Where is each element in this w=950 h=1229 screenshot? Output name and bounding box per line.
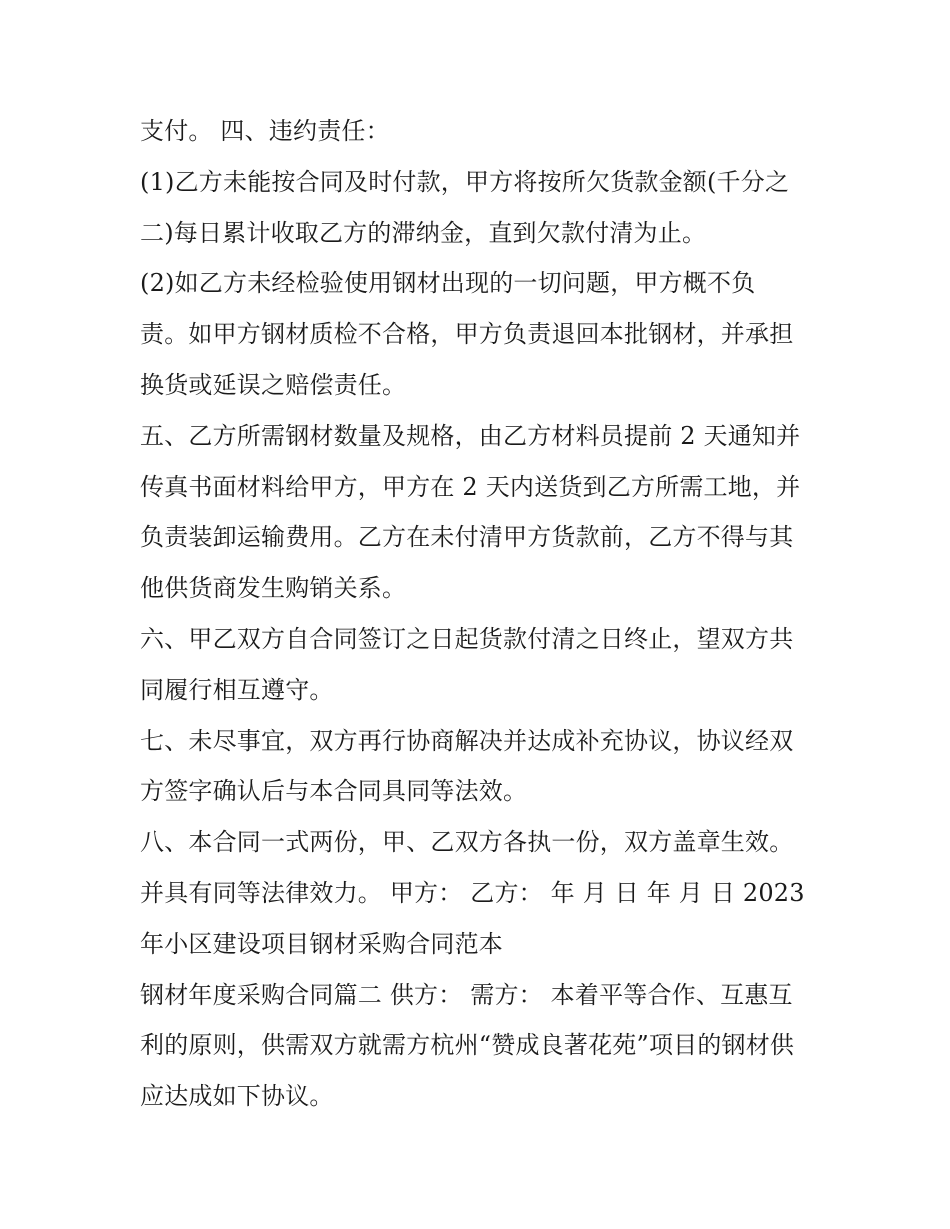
text-line: 并具有同等法律效力。 甲方： 乙方： 年 月 日 年 月 日 2023	[140, 878, 805, 907]
text-line: 同履行相互遵守。	[140, 675, 334, 704]
text-line: 责。如甲方钢材质检不合格，甲方负责退回本批钢材，并承担	[140, 320, 794, 349]
text-line: 支付。 四、违约责任：	[140, 117, 390, 145]
text-line: (2)如乙方未经检验使用钢材出现的一切问题，甲方概不负	[140, 269, 756, 298]
text-line: 七、未尽事宜，双方再行协商解决并达成补充协议，协议经双	[140, 726, 794, 755]
text-line: (1)乙方未能按合同及时付款，甲方将按所欠货款金额(千分之	[140, 167, 790, 196]
text-line: 八、本合同一式两份，甲、乙双方各执一份，双方盖章生效。	[140, 828, 794, 857]
text-line: 二)每日累计收取乙方的滞纳金，直到欠款付清为止。	[140, 218, 707, 247]
text-line: 六、甲乙双方自合同签订之日起货款付清之日终止，望双方共	[140, 624, 794, 653]
text-line: 负责装卸运输费用。乙方在未付清甲方货款前，乙方不得与其	[140, 523, 794, 552]
text-line: 传真书面材料给甲方，甲方在 2 天内送货到乙方所需工地，并	[140, 472, 801, 501]
text-line: 钢材年度采购合同篇二 供方： 需方： 本着平等合作、互惠互	[140, 980, 793, 1009]
text-line: 利的原则，供需双方就需方杭州“赞成良著花苑”项目的钢材供	[140, 1031, 795, 1060]
text-line: 应达成如下协议。	[140, 1082, 334, 1111]
text-line: 他供货商发生购销关系。	[140, 574, 407, 603]
text-line: 方签字确认后与本合同具同等法效。	[140, 777, 528, 806]
text-line: 年小区建设项目钢材采购合同范本	[140, 929, 503, 958]
text-line: 五、乙方所需钢材数量及规格，由乙方材料员提前 2 天通知并	[140, 421, 801, 450]
contract-text-body	[140, 106, 830, 1122]
text-line: 换货或延误之赔偿责任。	[140, 370, 407, 399]
